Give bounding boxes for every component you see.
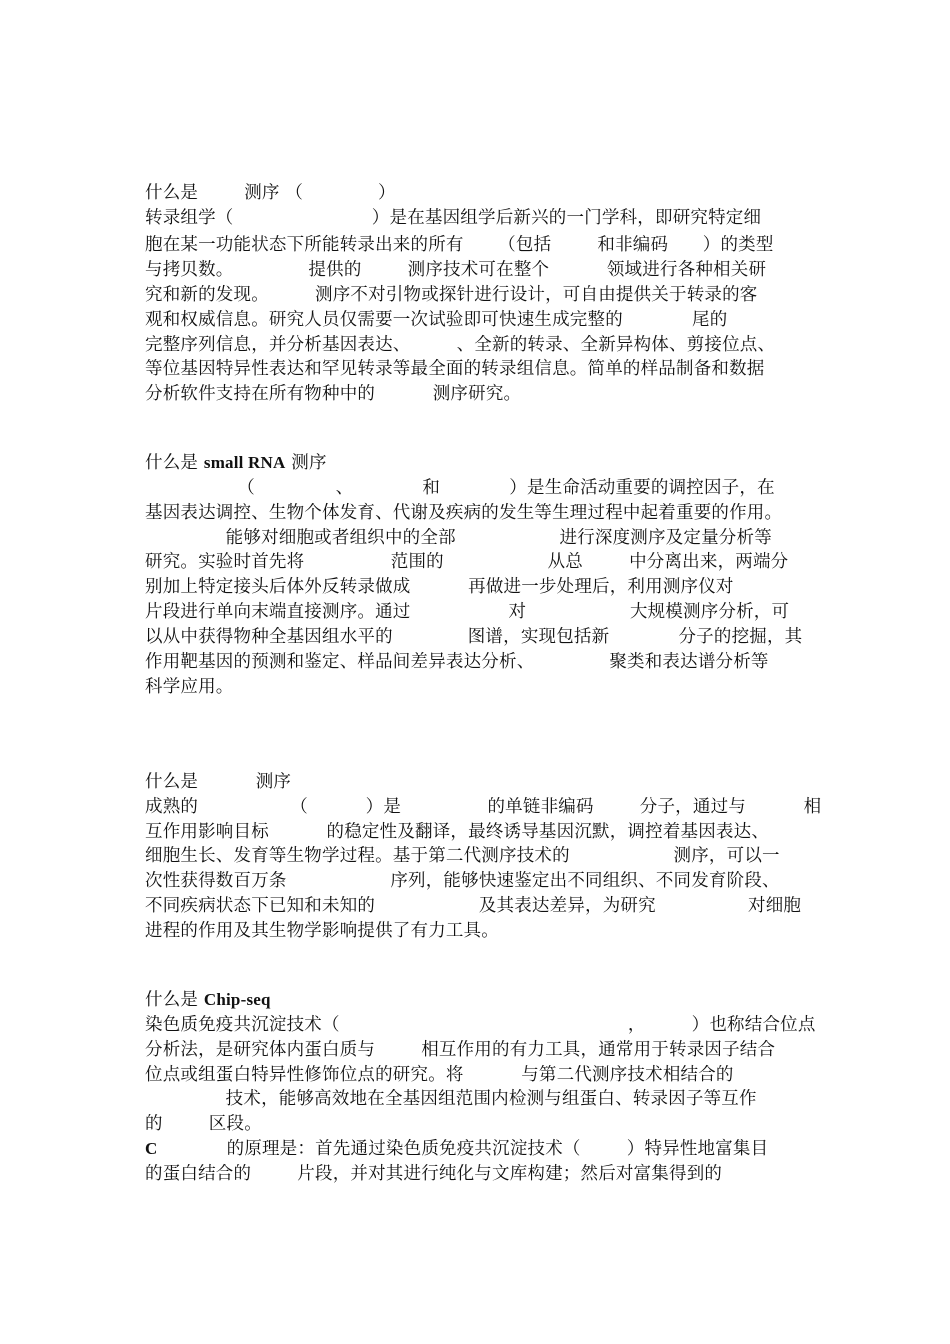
- paragraph-line: 科学应用。: [145, 677, 234, 697]
- title-prefix: 什么是: [145, 453, 204, 473]
- paragraph-line: 与拷贝数。 提供的 测序技术可在整个 领域进行各种相关研: [145, 260, 767, 280]
- title-term: small RNA: [203, 453, 286, 472]
- paragraph-line: 分析法，是研究体内蛋白质与 相互作用的有力工具，通常用于转录因子结合: [145, 1040, 776, 1060]
- paragraph-line: 片段进行单向末端直接测序。通过 对 大规模测序分析，可: [145, 602, 790, 622]
- paragraph-line: 观和权威信息。研究人员仅需要一次试验即可快速生成完整的 尾的: [145, 310, 728, 330]
- paragraph-text: 的原理是：首先通过染色质免疫共沉淀技术（ ）特异性地富集目: [157, 1139, 769, 1159]
- paragraph-line: 互作用影响目标 的稳定性及翻译，最终诱导基因沉默，调控着基因表达、: [145, 822, 770, 842]
- paragraph-line: 完整序列信息，并分析基因表达、 、全新的转录、全新异构体、剪接位点、: [145, 335, 776, 355]
- section-title-chip-seq: [145, 988, 271, 1012]
- paragraph-line: 的蛋白结合的 片段，并对其进行纯化与文库构建；然后对富集得到的: [145, 1164, 723, 1184]
- paragraph-line: 染色质免疫共沉淀技术（ ， ）也称结合位点: [145, 1015, 816, 1035]
- paragraph-line: 别加上特定接头后体外反转录做成 再做进一步处理后，利用测序仪对: [145, 577, 734, 597]
- section-title-small-rna: [145, 451, 327, 475]
- paragraph-line: 成熟的 （ ）是 的单链非编码 分子，通过与 相: [145, 797, 822, 817]
- paragraph-line: 进程的作用及其生物学影响提供了有力工具。: [145, 921, 499, 941]
- paragraph-line: 不同疾病状态下已知和未知的 及其表达差异，为研究 对细胞: [145, 896, 802, 916]
- paragraph-line: 位点或组蛋白特异性修饰位点的研究。将 与第二代测序技术相结合的: [145, 1065, 734, 1085]
- paragraph-line: （ 、 和 ）是生命活动重要的调控因子，在: [145, 478, 775, 498]
- paragraph-line: 分析软件支持在所有物种中的 测序研究。: [145, 384, 522, 404]
- paragraph-line: 转录组学（ ）是在基因组学后新兴的一门学科，即研究特定细: [145, 208, 762, 228]
- paragraph-line: 次性获得数百万条 序列，能够快速鉴定出不同组织、不同发育阶段、: [145, 871, 780, 891]
- paragraph-line: 的 区段。: [145, 1114, 262, 1134]
- paragraph-line: 研究。实验时首先将 范围的 从总 中分离出来，两端分: [145, 552, 789, 572]
- paragraph-line: [145, 1137, 768, 1161]
- paragraph-line: 作用靶基因的预测和鉴定、样品间差异表达分析、 聚类和表达谱分析等: [145, 652, 769, 672]
- title-prefix: 什么是: [145, 990, 204, 1010]
- section-title-mirna: 什么是 测序: [145, 772, 292, 792]
- paragraph-line: 究和新的发现。 测序不对引物或探针进行设计，可自由提供关于转录的客: [145, 285, 758, 305]
- paragraph-line: 细胞生长、发育等生物学过程。基于第二代测序技术的 测序，可以一: [145, 846, 780, 866]
- paragraph-line: 胞在某一功能状态下所能转录出来的所有 （包括 和非编码 ）的类型: [145, 235, 774, 255]
- section-title-rna-seq: 什么是 测序 （ ）: [145, 183, 396, 203]
- paragraph-line: 技术，能够高效地在全基因组范围内检测与组蛋白、转录因子等互作: [145, 1089, 757, 1109]
- paragraph-line: 以从中获得物种全基因组水平的 图谱，实现包括新 分子的挖掘，其: [145, 627, 803, 647]
- paragraph-line: 基因表达调控、生物个体发育、代谢及疾病的发生等生理过程中起着重要的作用。: [145, 503, 783, 523]
- paragraph-line: 能够对细胞或者组织中的全部 进行深度测序及定量分析等: [145, 528, 772, 548]
- paragraph-initial: C: [145, 1139, 158, 1158]
- title-term: Chip-seq: [203, 990, 271, 1009]
- title-suffix: 测序: [285, 453, 327, 473]
- paragraph-line: 等位基因特异性表达和罕见转录等最全面的转录组信息。简单的样品制备和数据: [145, 359, 765, 379]
